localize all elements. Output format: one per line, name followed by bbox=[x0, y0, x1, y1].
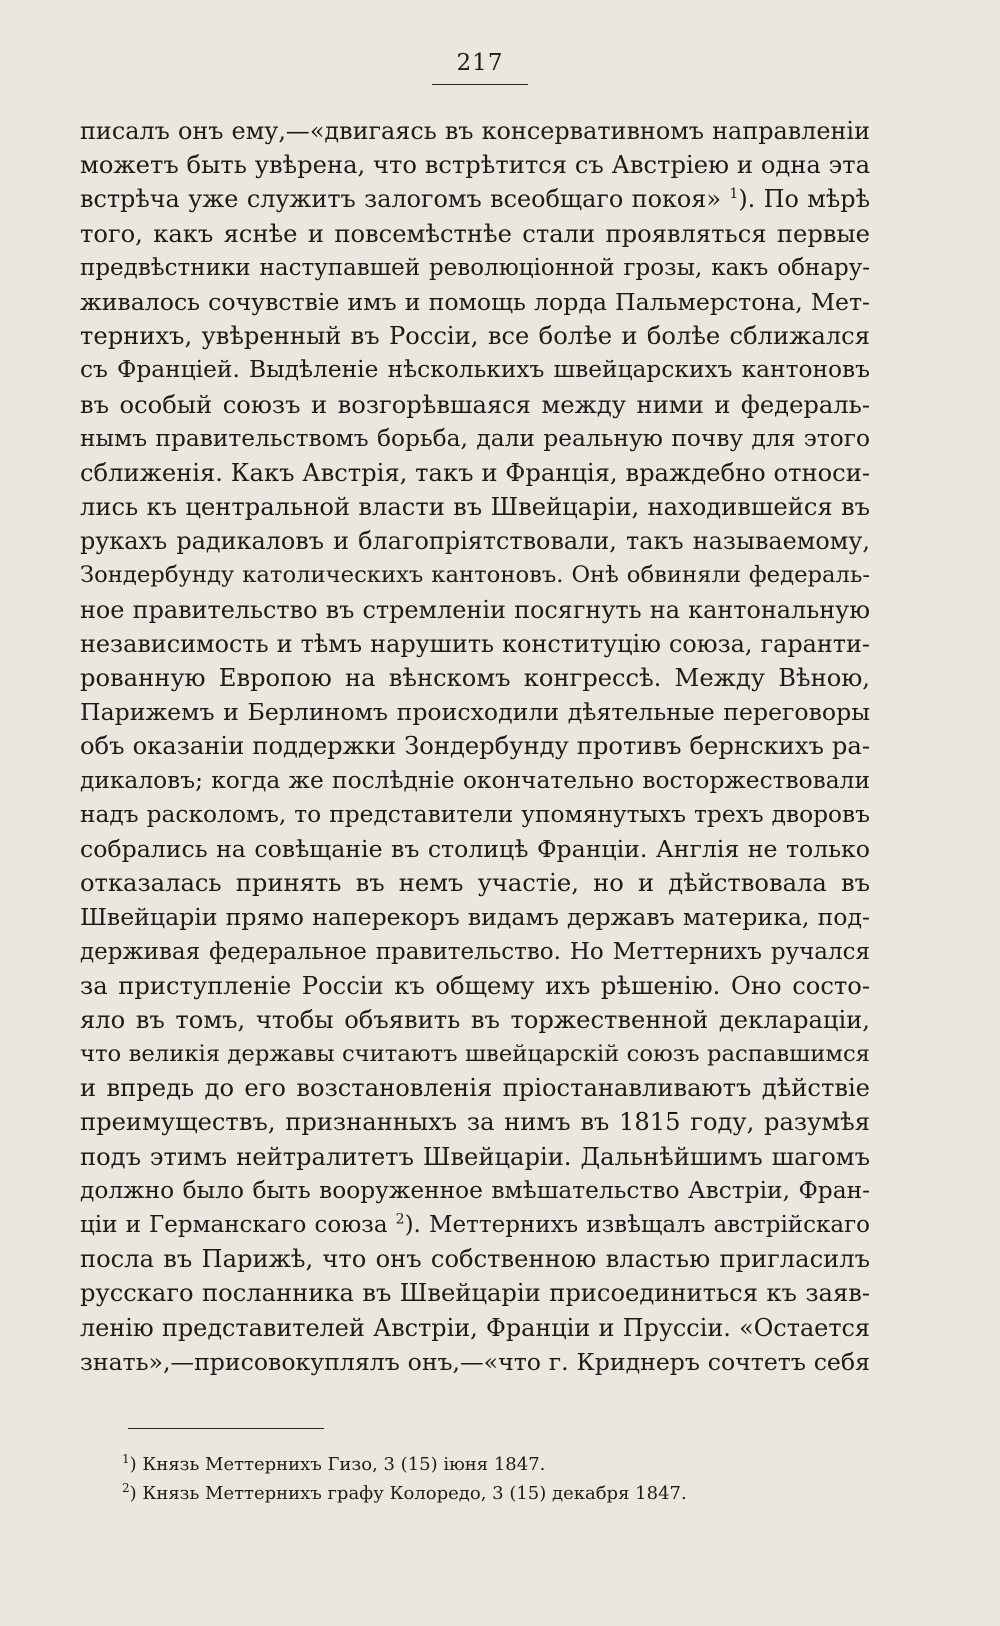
text-line bbox=[80, 627, 870, 661]
text-line bbox=[80, 593, 870, 627]
text-line bbox=[80, 1174, 870, 1208]
text-segment: ное правительство въ стремленіи посягнуть на кантональную bbox=[80, 595, 870, 624]
text-line bbox=[80, 1242, 870, 1276]
text-segment: объ оказаніи поддержки Зондербунду противъ бернскихъ ра- bbox=[80, 732, 870, 761]
text-line bbox=[80, 490, 870, 524]
text-line bbox=[80, 1037, 870, 1071]
text-line bbox=[80, 353, 870, 387]
text-segment: и впредь до его возстановленія пріостанавливаютъ дѣйствіе bbox=[80, 1074, 870, 1103]
text-segment: нымъ правительствомъ борьба, дали реальную почву для этого bbox=[80, 424, 870, 452]
text-line bbox=[80, 388, 870, 422]
text-line bbox=[80, 798, 870, 832]
text-line bbox=[80, 182, 870, 216]
text-line bbox=[80, 969, 870, 1003]
text-line bbox=[80, 764, 870, 798]
text-segment: Швейцаріи прямо наперекоръ видамъ державъ материка, под- bbox=[80, 903, 870, 932]
text-segment: встрѣча уже служитъ залогомъ всеобщаго покоя» bbox=[80, 185, 730, 214]
text-segment: собрались на совѣщаніе въ столицѣ Франціи. Англія не только bbox=[80, 834, 870, 863]
text-line bbox=[80, 1345, 870, 1379]
footnote-text: ) Князь Меттернихъ Гизо, 3 (15) іюня 1847. bbox=[129, 1454, 546, 1475]
text-line bbox=[80, 524, 870, 558]
page-number: 217 bbox=[456, 50, 504, 76]
text-segment: подъ этимъ нейтралитетъ Швейцаріи. Дальнѣйшимъ шагомъ bbox=[80, 1142, 870, 1171]
text-line bbox=[80, 422, 870, 456]
text-segment: преимуществъ, признанныхъ за нимъ въ 1815 году, разумѣя bbox=[80, 1108, 870, 1137]
text-segment: лись къ центральной власти въ Швейцаріи, находившейся въ bbox=[80, 493, 870, 522]
body-text bbox=[80, 114, 870, 1379]
text-line bbox=[80, 935, 870, 969]
text-line bbox=[80, 285, 870, 319]
footnote-text: ) Князь Меттернихъ графу Колоредо, 3 (15) декабря 1847. bbox=[129, 1483, 687, 1504]
footnote-reference: 1 bbox=[729, 186, 739, 203]
text-line bbox=[80, 1276, 870, 1310]
text-segment: предвѣстники наступавшей революціонной грозы, какъ обнару- bbox=[80, 254, 870, 281]
text-line bbox=[80, 1105, 870, 1139]
text-segment: сближенія. Какъ Австрія, такъ и Франція, враждебно относи- bbox=[80, 458, 870, 487]
text-line bbox=[80, 319, 870, 353]
text-segment: живалось сочувствіе имъ и помощь лорда Пальмерстона, Мет- bbox=[80, 287, 870, 316]
page-number-rule bbox=[432, 84, 528, 85]
footnote-marker: 2 bbox=[122, 1481, 130, 1495]
text-line bbox=[80, 1003, 870, 1037]
text-segment: можетъ быть увѣрена, что встрѣтится съ Австріею и одна эта bbox=[80, 151, 870, 180]
text-segment: посла въ Парижѣ, что онъ собственною властью пригласилъ bbox=[80, 1245, 870, 1274]
text-segment: ). Меттернихъ извѣщалъ австрійскаго bbox=[404, 1212, 870, 1238]
text-segment: дикаловъ; когда же послѣдніе окончательно восторжествовали bbox=[80, 766, 870, 794]
text-segment: съ Франціей. Выдѣленіе нѣсколькихъ швейцарскихъ кантоновъ bbox=[80, 356, 870, 384]
text-segment: что великія державы считаютъ швейцарскій союзъ распавшимся bbox=[80, 1041, 870, 1068]
text-segment: Зондербунду католическихъ кантоновъ. Онѣ обвиняли федераль- bbox=[80, 562, 870, 589]
text-segment: ). По мѣрѣ bbox=[738, 185, 870, 214]
footnote bbox=[122, 1450, 862, 1479]
footnote bbox=[122, 1479, 862, 1508]
text-line bbox=[80, 832, 870, 866]
footnotes bbox=[122, 1450, 862, 1508]
text-line bbox=[80, 456, 870, 490]
text-line bbox=[80, 148, 870, 182]
text-segment: яло въ томъ, чтобы объявить въ торжественной деклараціи, bbox=[80, 1005, 870, 1034]
text-segment: рованную Европою на вѣнскомъ конгрессѣ. Между Вѣною, bbox=[80, 664, 870, 692]
text-line bbox=[80, 558, 870, 592]
text-segment: русскаго посланника въ Швейцаріи присоединиться къ заяв- bbox=[80, 1279, 870, 1308]
text-line bbox=[80, 1071, 870, 1105]
text-line bbox=[80, 695, 870, 729]
text-segment: за приступленіе Россіи къ общему ихъ рѣшенію. Оно состо- bbox=[80, 971, 870, 1000]
footnote-rule bbox=[128, 1428, 324, 1429]
text-line bbox=[80, 900, 870, 934]
text-segment: надъ расколомъ, то представители упомянутыхъ трехъ дворовъ bbox=[80, 800, 870, 828]
text-line bbox=[80, 866, 870, 900]
text-segment: того, какъ яснѣе и повсемѣстнѣе стали проявляться первые bbox=[80, 219, 870, 248]
text-segment: писалъ онъ ему,—«двигаясь въ консервативномъ направленіи bbox=[80, 117, 870, 145]
text-line bbox=[80, 661, 870, 695]
footnote-marker: 1 bbox=[122, 1452, 130, 1466]
text-segment: ленію представителей Австріи, Франціи и Пруссіи. «Остается bbox=[80, 1313, 870, 1342]
text-segment: знать»,—присовокуплялъ онъ,—«что г. Криднеръ сочтетъ себя bbox=[80, 1347, 870, 1376]
text-line bbox=[80, 729, 870, 763]
text-line bbox=[80, 114, 870, 148]
text-segment: ціи и Германскаго союза bbox=[80, 1212, 396, 1238]
text-line bbox=[80, 1311, 870, 1345]
text-segment: тернихъ, увѣренный въ Россіи, все болѣе и болѣе сближался bbox=[80, 322, 870, 351]
text-line bbox=[80, 1140, 870, 1174]
text-line bbox=[80, 1208, 870, 1242]
text-segment: держивая федеральное правительство. Но Меттернихъ ручался bbox=[80, 938, 870, 965]
footnote-reference: 2 bbox=[395, 1211, 405, 1228]
text-segment: въ особый союзъ и возгорѣвшаяся между ними и федераль- bbox=[80, 390, 870, 419]
text-line bbox=[80, 217, 870, 251]
text-segment: Парижемъ и Берлиномъ происходили дѣятельные переговоры bbox=[80, 698, 870, 727]
text-segment: отказалась принять въ немъ участіе, но и дѣйствовала въ bbox=[80, 869, 870, 898]
text-line bbox=[80, 251, 870, 285]
text-segment: рукахъ радикаловъ и благопріятствовали, такъ называемому, bbox=[80, 527, 870, 556]
text-segment: должно было быть вооруженное вмѣшательство Австріи, Фран- bbox=[80, 1176, 870, 1204]
text-segment: независимость и тѣмъ нарушить конституцію союза, гаранти- bbox=[80, 629, 870, 658]
